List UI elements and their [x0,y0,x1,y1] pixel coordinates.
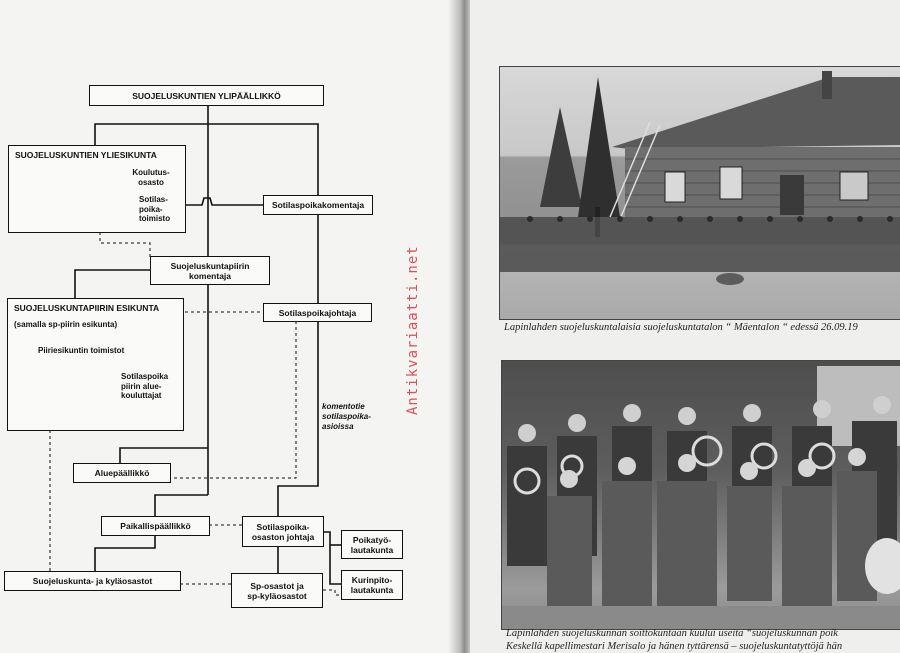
piirin-komentaja-line-1: Suojeluskuntapiirin [170,260,250,271]
piirin-komentaja-box [150,256,270,285]
ylipaallikko-label: SUOJELUSKUNTIEN YLIPÄÄLLIKKÖ [132,90,281,101]
piirin-esikunta-label: SUOJELUSKUNTAPIIRIN ESIKUNTA [14,303,160,313]
komentotie-line-1: komentotie [322,402,365,411]
aluepaallikko-box [73,463,171,483]
poikatyolautakunta-line-1: Poikatyö- [352,534,392,545]
paikallispaallikko-box [101,516,210,536]
alue-kouluttajat-line-3: kouluttajat [121,391,162,400]
photo-building-group [499,66,900,320]
photo-band-illustration [502,361,900,629]
photo-band [501,360,900,630]
koulutusosasto-line-1: Koulutus- [132,168,170,177]
photo-building-group-illustration [500,67,900,319]
osaston-johtaja-line-2: osaston johtaja [251,531,315,542]
sp-osastot-line-1: Sp-osastot ja [250,580,304,591]
paikallispaallikko-label: Paikallispäällikkö [120,521,191,531]
alue-kouluttajat-label [116,372,187,401]
piirin-komentaja-line-2: komentaja [188,270,232,281]
sotilaspoikakomentaja-label: Sotilaspoikakomentaja [271,200,365,210]
piirin-esikunta-sub: (samalla sp-piirin esikunta) [14,320,118,329]
sotilaspoikatoimisto-line-2: poika- [139,204,163,214]
sp-osastot-box [231,573,323,608]
kylaosastot-box [4,571,181,591]
yliesikunta-label: SUOJELUSKUNTIEN YLIESIKUNTA [15,150,157,160]
sotilaspoikatoimisto-label [133,195,191,224]
photo-2-caption-line-1: Lapinlahden suojeluskunnan soittokuntaan kuului useita “suojeluskunnan poik [506,628,838,639]
sotilaspoikatoimisto-line-3: toimisto [139,214,171,223]
photo-1-caption: Lapinlahden suojeluskuntalaisia suojeluskuntatalon “ Mäentalon “ edessä 26.09.19 [504,322,858,333]
osaston-johtaja-box [242,516,324,547]
kurinpitolautakunta-line-2: lautakunta [350,585,394,595]
poikatyolautakunta-line-2: lautakunta [350,544,394,555]
piiriesikunnan-toimistot-label: Piiriesikuntin toimistot [38,346,125,355]
alue-kouluttajat-line-2: piirin alue- [121,381,162,391]
alue-kouluttajat-line-1: Sotilaspoika [121,372,169,381]
komentotie-line-3: asioissa [322,422,354,431]
piirin-esikunta-box [7,298,184,431]
sp-osastot-line-2: sp-kyläosastot [247,590,307,601]
sotilaspoikatoimisto-line-1: Sotilas- [139,195,168,204]
photo-2-caption-line-2: Keskellä kapellimestari Merisalo ja hänen tyttärensä – suojeluskuntatyttöjä hän [506,641,843,652]
sotilaspoikakomentaja-box [263,195,373,215]
sotilaspoikajohtaja-box [263,303,372,322]
komentotie-line-2: sotilaspoika- [322,412,371,421]
osaston-johtaja-line-1: Sotilaspoika- [256,521,310,532]
aluepaallikko-label: Aluepäällikkö [94,468,150,478]
watermark-text: Antikvariaatti.net [405,245,421,415]
sotilaspoikajohtaja-label: Sotilaspoikajohtaja [278,307,357,318]
ylipaallikko-box [89,85,324,106]
koulutusosasto-line-2: osasto [138,177,164,187]
kurinpitolautakunta-line-1: Kurinpito- [351,575,393,585]
poikatyolautakunta-box [341,530,403,559]
komentotie-note [322,402,392,432]
koulutusosasto-label [116,168,186,187]
kurinpitolautakunta-box [341,570,403,600]
kylaosastot-label: Suojeluskunta- ja kyläosastot [32,576,153,586]
